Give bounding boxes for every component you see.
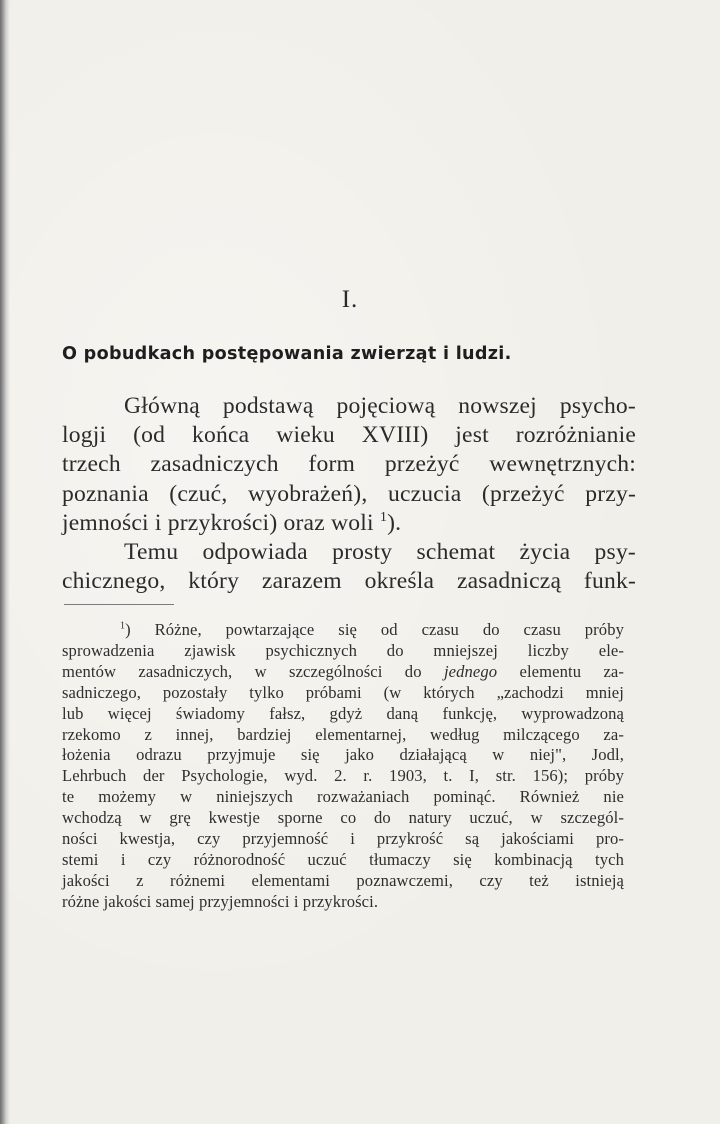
footnote-line: ności kwestja, czy przyjemność i przykrość są jakościami pro- [62,829,624,849]
body-line: logji (od końca wieku XVIII) jest rozróżnianie [62,422,636,449]
footnote-line: lub więcej świadomy fałsz, gdyż daną funkcję, wyprowadzoną [62,703,624,723]
body-line: chicznego, który zarazem określa zasadniczą funk- [62,568,636,595]
footnote-line: Lehrbuch der Psychologie, wyd. 2. r. 1903, t. I, str. 156); próby [62,766,624,786]
body-line [62,509,636,538]
body-line-text: jemności i przykrości) oraz woli [62,509,380,536]
footnote-line: różne jakości samej przyjemności i przykrości. [62,891,379,911]
footnote-line-text: ) Różne, powtarzające się od czasu do czasu próby [125,620,624,639]
footnote-line: sprowadzenia zjawisk psychicznych do mniejszej liczby ele- [62,640,624,660]
body-line: poznania (czuć, wyobrażeń), uczucia (przeżyć przy- [62,480,636,507]
body-line: trzech zasadniczych form przeżyć wewnętrznych: [62,451,636,478]
footnote-marker: 1 [120,620,126,632]
footnote-line: wchodzą w grę kwestje sporne co do natury uczuć, w szczegól- [62,808,624,828]
footnote-italic-word: jednego [443,661,498,681]
footnote-line-text: mentów zasadniczych, w szczególności do [62,661,444,681]
footnote-line: łożenia odrazu przyjmuje się jako działającą w niej", Jodl, [62,745,624,765]
footnote-line: jakości z różnemi elementami poznawczemi, czy też istnieją [62,870,624,890]
footnote-line [62,662,624,683]
body-text [62,392,636,596]
body-line-end: ). [387,509,402,536]
footnote-divider [64,604,174,605]
footnote-line: te możemy w niniejszych rozważaniach pominąć. Również nie [62,787,624,807]
chapter-number: I. [341,286,359,313]
chapter-title: O pobudkach postępowania zwierząt i ludzi. [62,344,512,364]
footnote [62,620,624,913]
body-line: Główną podstawą pojęciową nowszej psycho- [124,393,636,419]
footnote-line: sadniczego, pozostały tylko próbami (w których „zachodzi mniej [62,682,624,702]
book-spine-shadow [0,0,10,1124]
footnote-line: rzekomo z innej, bardziej elementarnej, według milczącego za- [62,724,624,744]
footnote-reference[interactable]: 1 [379,508,388,525]
footnote-line: stemi i czy różnorodność uczuć tłumaczy się kombinacją tych [62,849,624,869]
body-line: Temu odpowiada prosty schemat życia psy- [124,539,636,566]
footnote-line [62,620,624,641]
footnote-line-text: elementu za- [497,661,625,681]
